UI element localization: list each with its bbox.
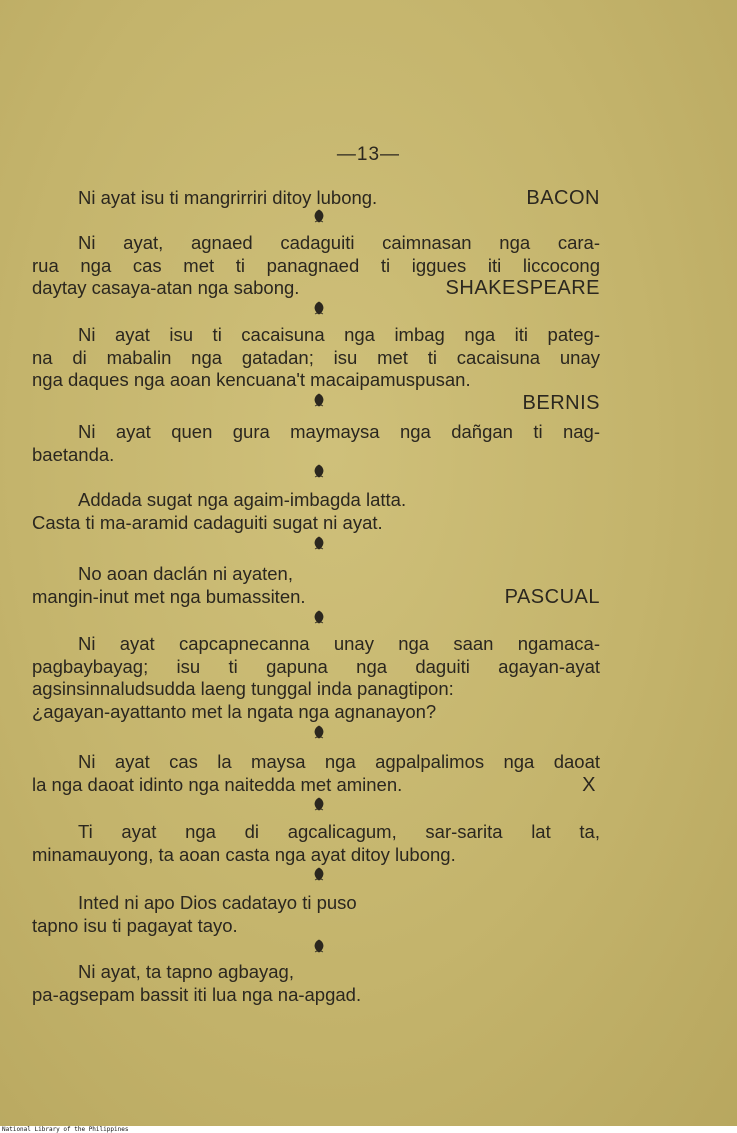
quote-author: BERNIS bbox=[522, 391, 600, 414]
fleuron-icon bbox=[312, 536, 326, 550]
fleuron-icon bbox=[312, 867, 326, 881]
quote-author: X bbox=[582, 774, 596, 796]
quote-line: No aoan daclán ni ayaten, bbox=[78, 563, 293, 584]
quote-line: pa-agsepam bassit iti lua nga na-apgad. bbox=[32, 983, 362, 1005]
footer-credit: National Library of the Philippines bbox=[2, 1126, 129, 1133]
quote-line: Casta ti ma-aramid cadaguiti sugat ni ayat. bbox=[32, 511, 383, 533]
quote-shakespeare bbox=[32, 232, 600, 300]
quote-heart bbox=[32, 892, 600, 937]
quote-author: BACON bbox=[526, 187, 600, 209]
quote-bacon bbox=[32, 187, 600, 210]
quote-line: daytay casaya-atan nga sabong. bbox=[32, 277, 300, 298]
fleuron-icon bbox=[312, 464, 326, 478]
fleuron-icon bbox=[312, 725, 326, 739]
quote-line: Inted ni apo Dios cadatayo ti puso bbox=[78, 892, 357, 913]
quote-line: minamauyong, ta aoan casta nga ayat ditoy lubong. bbox=[32, 843, 456, 865]
quote-line: Ti ayat nga di agcalicagum, sar-sarita lat ta, bbox=[78, 821, 600, 842]
quote-line: Ni ayat isu ti cacaisuna nga imbag nga iti pateg- bbox=[78, 324, 600, 345]
quote-love-hate bbox=[32, 421, 600, 466]
quote-line: Ni ayat cas la maysa nga agpalpalimos nga daoat bbox=[78, 751, 600, 772]
quote-author: SHAKESPEARE bbox=[445, 277, 600, 299]
quote-line: agsinsinnaludsudda laeng tunggal inda panagtipon: bbox=[32, 678, 454, 699]
quote-line: baetanda. bbox=[32, 443, 115, 465]
quote-author: PASCUAL bbox=[504, 586, 600, 608]
quote-line: ¿agayan-ayattanto met la ngata nga agnanayon? bbox=[32, 700, 437, 722]
quote-x bbox=[32, 751, 600, 796]
quote-line: Ni ayat isu ti mangrirriri ditoy lubong. bbox=[78, 187, 378, 208]
fleuron-icon bbox=[312, 301, 326, 315]
fleuron-icon bbox=[312, 209, 326, 223]
quote-line: la nga daoat idinto nga naitedda met aminen. bbox=[32, 773, 403, 795]
quote-line: Ni ayat, agnaed cadaguiti caimnasan nga cara- bbox=[78, 232, 600, 253]
quote-lovers bbox=[32, 633, 600, 723]
quote-pascual bbox=[32, 563, 600, 608]
quote-line: na di mabalin nga gatadan; isu met ti cacaisuna unay bbox=[32, 346, 600, 368]
quote-tears bbox=[32, 961, 600, 1006]
quote-line: Addada sugat nga agaim-imbagda latta. bbox=[78, 489, 407, 510]
quote-line: Ni ayat capcapnecanna unay nga saan ngamaca- bbox=[78, 633, 600, 654]
quote-line: nga daques nga aoan kencuana't macaipamuspusan. bbox=[32, 369, 471, 390]
quote-line: Ni ayat, ta tapno agbayag, bbox=[78, 961, 294, 982]
quote-true-love bbox=[32, 821, 600, 866]
page-number: —13— bbox=[336, 144, 401, 165]
fleuron-icon bbox=[312, 393, 326, 407]
quote-line: tapno isu ti pagayat tayo. bbox=[32, 914, 238, 936]
quote-wounds bbox=[32, 489, 600, 534]
fleuron-icon bbox=[312, 939, 326, 953]
quote-line: Ni ayat quen gura maymaysa nga dañgan ti nag- bbox=[78, 421, 600, 442]
quote-line: pagbaybayag; isu ti gapuna nga daguiti agayan-ayat bbox=[32, 655, 600, 677]
quote-line: rua nga cas met ti panagnaed ti iggues iti liccocong bbox=[32, 254, 600, 276]
quote-line: mangin-inut met nga bumassiten. bbox=[32, 585, 306, 607]
fleuron-icon bbox=[312, 610, 326, 624]
fleuron-icon bbox=[312, 797, 326, 811]
